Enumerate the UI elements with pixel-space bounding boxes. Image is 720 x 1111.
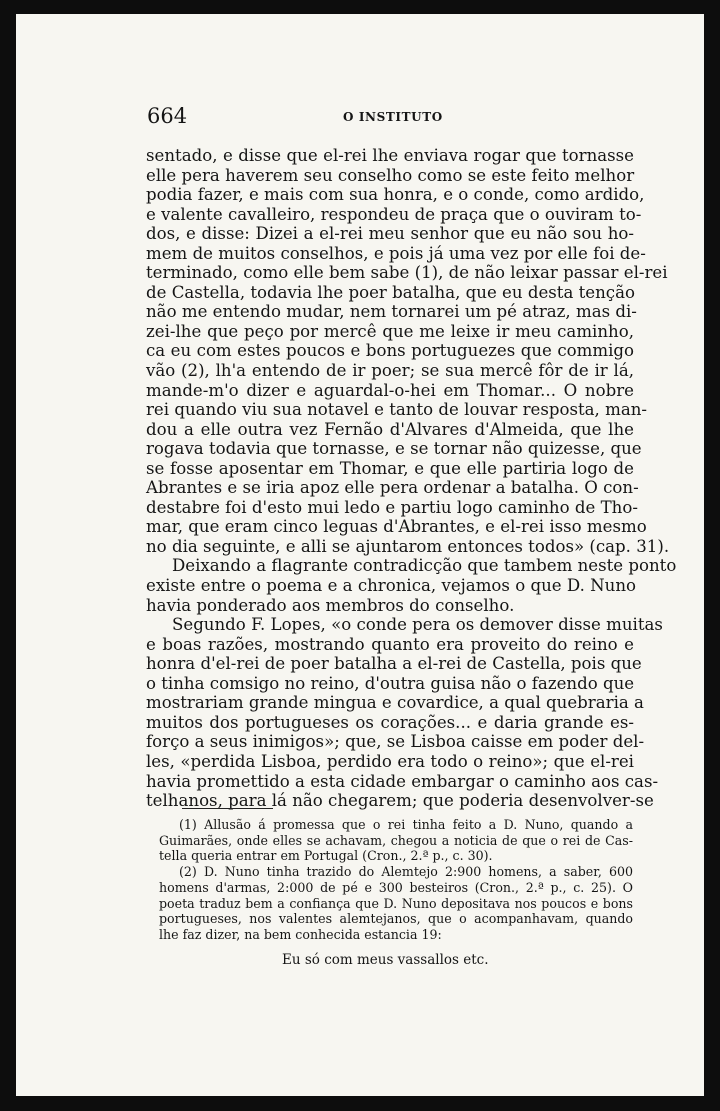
footnote-line: Guimarães, onde elles se achavam, chegou a noticia de que o rei de Cas-: [159, 832, 633, 848]
body-line: zei-lhe que peço por mercê que me leixe ir meu caminho,: [146, 321, 634, 341]
body-line: les, «perdida Lisboa, perdido era todo o reino»; que el-rei: [146, 751, 634, 771]
body-line: honra d'el-rei de poer batalha a el-rei de Castella, pois que: [146, 654, 642, 674]
body-line: no dia seguinte, e alli se ajuntarom entonces todos» (cap. 31).: [146, 536, 670, 556]
body-line: e valente cavalleiro, respondeu de praça que o ouviram to-: [146, 204, 642, 224]
page-number: 664: [147, 104, 188, 128]
footnote-line: homens d'armas, 2:000 de pé e 300 besteiros (Cron., 2.ª p., c. 25). O: [159, 879, 633, 895]
body-line: mar, que eram cinco leguas d'Abrantes, e el-rei isso mesmo: [146, 517, 647, 537]
book-page: [16, 14, 704, 1096]
body-line: dou a elle outra vez Fernão d'Alvares d'Almeida, que lhe: [146, 419, 634, 439]
footnote-line: (2) D. Nuno tinha trazido do Alemtejo 2:900 homens, a saber, 600: [179, 864, 633, 880]
footnotes: [159, 817, 633, 943]
body-line: telhanos, para lá não chegarem; que poderia desenvolver-se: [146, 791, 654, 811]
footnote-rule: [182, 808, 273, 809]
body-line: rei quando viu sua notavel e tanto de louvar resposta, man-: [146, 400, 648, 420]
body-line: destabre foi d'esto mui ledo e partiu logo caminho de Tho-: [146, 497, 638, 517]
body-line: terminado, como elle bem sabe (1), de não leixar passar el-rei: [146, 263, 668, 283]
body-text: [146, 146, 677, 811]
body-line: e boas razões, mostrando quanto era proveito do reino e: [146, 634, 634, 654]
body-line: se fosse aposentar em Thomar, e que elle partiria logo de: [146, 458, 634, 478]
body-line: muitos dos portugueses os corações... e daria grande es-: [146, 712, 634, 732]
body-line: ca eu com estes poucos e bons portuguezes que commigo: [146, 341, 634, 361]
body-line: vão (2), lh'a entendo de ir poer; se sua mercê fôr de ir lá,: [146, 361, 634, 381]
running-head: [147, 104, 632, 130]
footnote-line: poeta traduz bem a confiança que D. Nuno depositava nos poucos e bons: [159, 895, 633, 911]
body-line: não me entendo mudar, nem tornarei um pé atraz, mas di-: [146, 302, 637, 322]
body-line: mem de muitos conselhos, e pois já uma vez por elle foi de-: [146, 243, 646, 263]
footnote-line: lhe faz dizer, na bem conhecida estancia 19:: [159, 926, 442, 942]
body-line: forço a seus inimigos»; que, se Lisboa caisse em poder del-: [146, 732, 645, 752]
body-line: o tinha comsigo no reino, d'outra guisa não o fazendo que: [146, 673, 635, 693]
footnote-line: (1) Allusão á promessa que o rei tinha feito a D. Nuno, quando a: [179, 817, 633, 832]
body-line: havia promettido a esta cidade embargar o caminho aos cas-: [146, 771, 659, 791]
body-line: de Castella, todavia lhe poer batalha, que eu desta tenção: [146, 282, 635, 302]
footnote-line: portugueses, nos valentes alemtejanos, que o acompanhavam, quando: [159, 911, 633, 927]
body-line: mostrariam grande mingua e covardice, a qual quebraria a: [146, 693, 644, 713]
verse-quote: Eu só com meus vassallos etc.: [282, 952, 489, 968]
body-line: dos, e disse: Dizei a el-rei meu senhor que eu não sou ho-: [146, 224, 634, 244]
body-line: Segundo F. Lopes, «o conde pera os demover disse muitas: [172, 615, 663, 635]
body-line: existe entre o poema e a chronica, vejamos o que D. Nuno: [146, 576, 637, 596]
body-line: rogava todavia que tornasse, e se tornar não quizesse, que: [146, 439, 642, 459]
body-line: elle pera haverem seu conselho como se este feito melhor: [146, 165, 635, 185]
journal-title: O INSTITUTO: [343, 110, 443, 124]
body-line: Abrantes e se iria apoz elle pera ordenar a batalha. O con-: [146, 478, 639, 498]
body-line: havia ponderado aos membros do conselho.: [146, 595, 515, 615]
body-line: sentado, e disse que el-rei lhe enviava rogar que tornasse: [146, 146, 634, 165]
footnote-line: tella queria entrar em Portugal (Cron., 2.ª p., c. 30).: [159, 848, 493, 864]
body-line: mande-m'o dizer e aguardal-o-hei em Thomar... O nobre: [146, 380, 634, 400]
body-line: Deixando a flagrante contradicção que tambem neste ponto: [172, 556, 677, 576]
body-line: podia fazer, e mais com sua honra, e o conde, como ardido,: [146, 185, 645, 205]
